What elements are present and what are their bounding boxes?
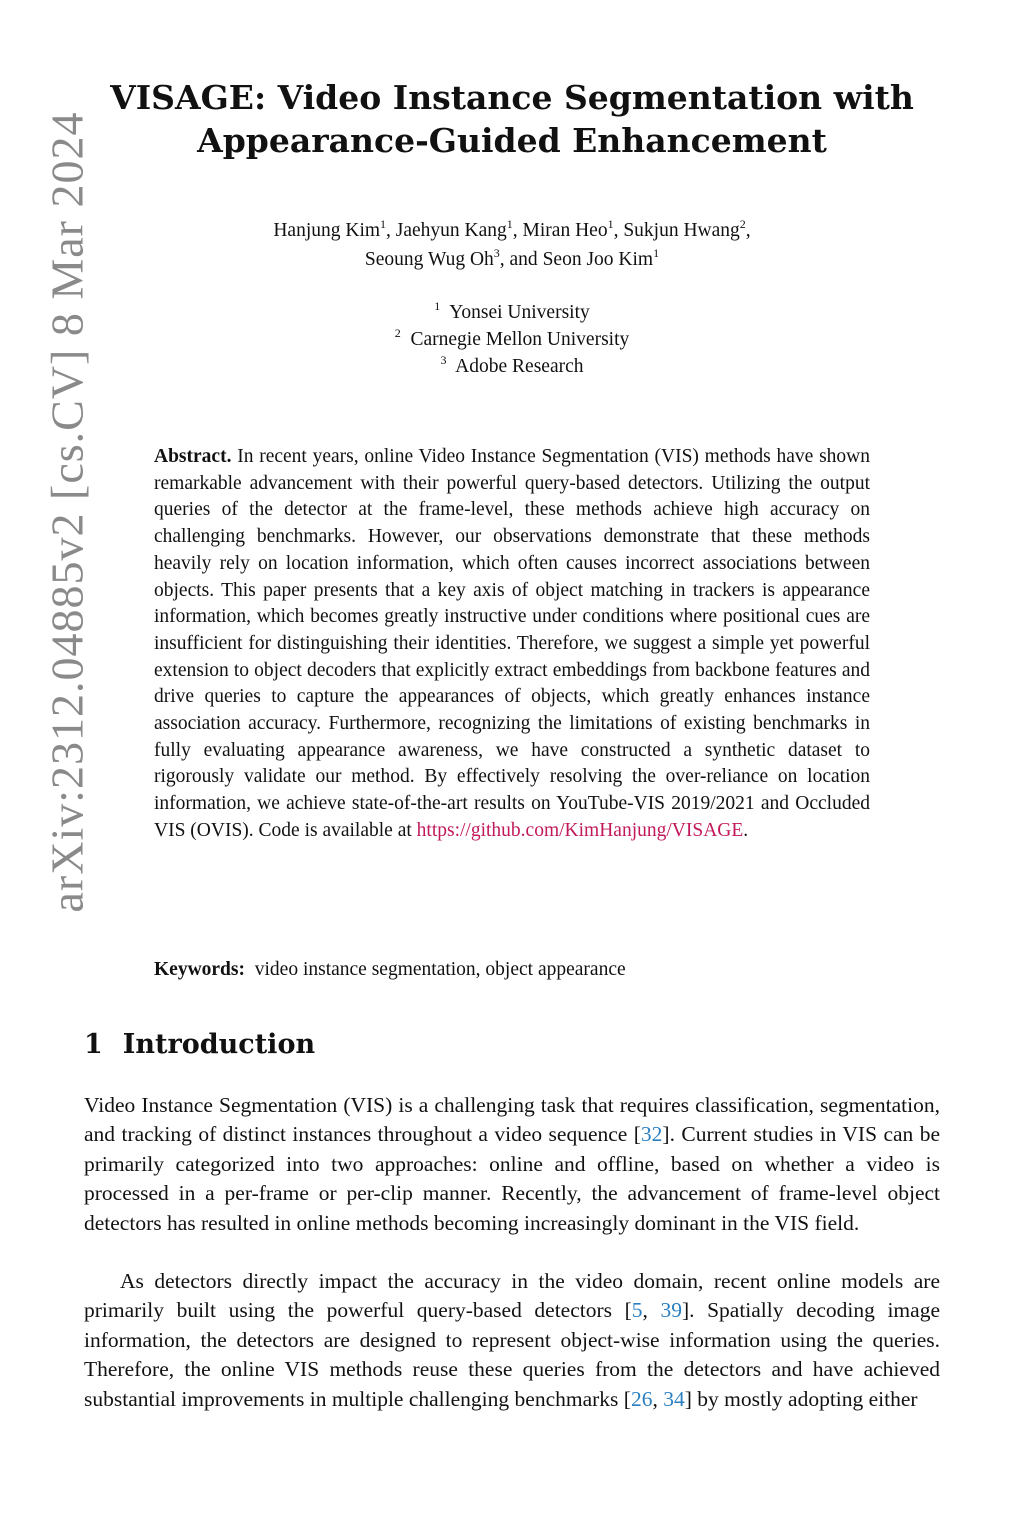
code-link[interactable]: https://github.com/KimHanjung/VISAGE (416, 819, 744, 841)
affiliation-name: Carnegie Mellon University (410, 329, 630, 350)
author-affiliation-marker: 1 (607, 216, 614, 231)
citation-link[interactable]: 32 (640, 1122, 663, 1147)
author: Seon Joo Kim (542, 249, 654, 270)
citation-link[interactable]: 39 (660, 1298, 682, 1323)
abstract-text: In recent years, online Video Instance Segmentation (VIS) methods have shown remarkable advancement with their powerful query-based detectors. Utilizing the output queries of the detector at the frame-level, these methods achieve high accuracy on challenging benchmarks. However, our observations demonstrate that these methods heavily rely on location information, which often causes incorrect associations between objects. This paper presents that a key axis of object matching in trackers is appearance information, which becomes greatly instructive under conditions where positional cues are insufficient for distinguishing their identities. Therefore, we suggest a simple yet powerful extension to object decoders that explicitly extract embeddings from backbone features and drive queries to capture the appearances of objects, which greatly enhances instance association accuracy. Furthermore, recognizing the limitations of existing benchmarks in fully evaluating appearance awareness, we have constructed a synthetic dataset to rigorously validate our method. By effectively resolving the over-reliance on location information, we achieve state-of-the-art results on YouTube-VIS 2019/2021 and Occluded VIS (OVIS). Code is available at (154, 446, 870, 841)
author: Miran Heo (522, 220, 608, 241)
abstract-label: Abstract. (154, 446, 232, 467)
citation-link[interactable]: 5 (631, 1298, 643, 1323)
affiliation-number: 3 (440, 352, 447, 367)
author: Jaehyun Kang (395, 220, 507, 241)
abstract-end: . (743, 819, 749, 841)
paper-title (110, 76, 914, 162)
title-line-2: Appearance-Guided Enhancement (197, 121, 827, 160)
affiliation-number: 2 (394, 325, 401, 340)
author-affiliation-marker: 1 (506, 216, 513, 231)
paragraph-text: As detectors directly impact the accuracy in the video domain, recent online models are primarily built using the powerful query-based detectors [ (84, 1269, 940, 1323)
author-separator: , (512, 220, 523, 241)
section-number: 1 (84, 1029, 103, 1060)
paragraph-text: ]. Spatially decoding image information, the detectors are designed to represent object-wise information using the queries. Therefore, the online VIS methods reuse these queries from the detectors and have achieved substantial improvements in multiple challenging benchmarks [ (84, 1298, 940, 1411)
author-separator: , (745, 220, 751, 241)
keywords (154, 957, 870, 983)
citation-separator: , (642, 1298, 661, 1323)
affiliation (110, 326, 914, 353)
abstract (154, 444, 870, 845)
paragraph-text: Video Instance Segmentation (VIS) is a challenging task that requires classification, segmentation, and tracking of distinct instances throughout a video sequence [ (84, 1093, 940, 1147)
affiliation-number: 1 (434, 298, 441, 313)
affiliation (110, 299, 914, 326)
affiliation-name: Yonsei University (449, 302, 590, 323)
arxiv-identifier: arXiv:2312.04885v2 [cs.CV] 8 Mar 2024 (41, 111, 93, 913)
author-affiliation-marker: 3 (493, 245, 500, 260)
author-separator: , (386, 220, 396, 241)
author: Sukjun Hwang (623, 220, 740, 241)
author-line-2 (110, 245, 914, 274)
keywords-text: video instance segmentation, object appearance (254, 959, 626, 980)
author-affiliation-marker: 1 (380, 216, 387, 231)
author-affiliation-marker: 1 (653, 245, 660, 260)
author-separator: , and (499, 249, 543, 270)
title-line-1: VISAGE: Video Instance Segmentation with (110, 78, 914, 117)
section-heading (84, 1029, 315, 1060)
author-affiliation-marker: 2 (739, 216, 746, 231)
author-list (110, 216, 914, 274)
author: Hanjung Kim (273, 220, 381, 241)
citation-link[interactable]: 34 (663, 1386, 685, 1411)
paragraph-text: ]. Current studies in VIS can be primarily categorized into two approaches: online and offline, based on whether a video is processed in a per-frame or per-clip manner. Recently, the advancement of frame-level object detectors has resulted in online methods becoming increasingly dominant in the VIS field. (84, 1122, 940, 1235)
affiliation (110, 353, 914, 380)
author: Seoung Wug Oh (364, 249, 494, 270)
section-title: Introduction (122, 1029, 316, 1060)
intro-paragraph-1 (84, 1091, 940, 1238)
author-separator: , (613, 220, 624, 241)
citation-separator: , (652, 1386, 664, 1411)
intro-paragraph-2 (84, 1267, 940, 1414)
keywords-label: Keywords: (154, 959, 245, 980)
affiliation-name: Adobe Research (455, 356, 584, 377)
author-line-1 (110, 216, 914, 245)
citation-link[interactable]: 26 (630, 1386, 653, 1411)
paragraph-text: ] by mostly adopting either (684, 1386, 918, 1411)
affiliation-list (110, 299, 914, 380)
